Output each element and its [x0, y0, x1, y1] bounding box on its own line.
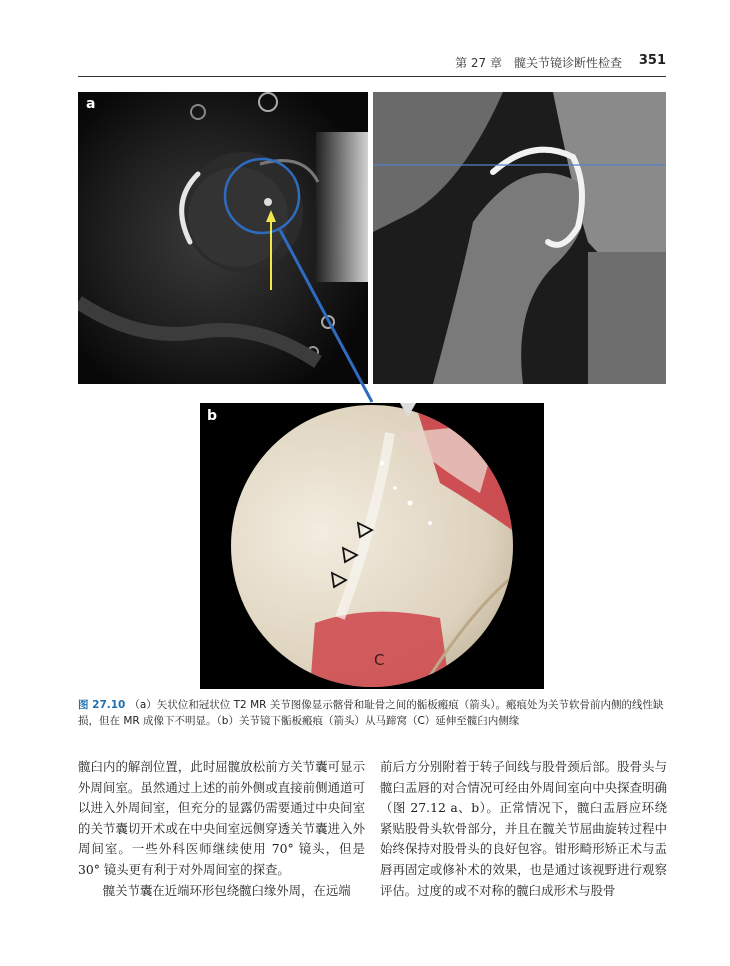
paragraph: 髋臼内的解剖位置，此时屈髋放松前方关节囊可显示外周间室。虽然通过上述的前外侧或直接前侧通道可以进入外周间室，但充分的显露仍需要通过中央间室的关节囊切开术或在中央间室远侧穿透关节囊进入外周间室。一些外科医师继续使用 70° 镜头，但是 30° 镜头更有利于对外周间室的探查。 — [78, 759, 365, 877]
arthroscopic-image — [200, 403, 544, 689]
caption-text: （a）矢状位和冠状位 T2 MR 关节图像显示髂骨和耻骨之间的骺板瘢痕（箭头）。瘢痕处为关节软骨前内侧的线性缺损，但在 MR 成像下不明显。（b）关节镜下骺板瘢痕（箭头）从马蹄窝（C）延伸至髋臼内侧缘 — [78, 699, 664, 727]
panel-a-label: a — [86, 96, 96, 112]
figure-caption — [78, 697, 666, 729]
page-number: 351 — [638, 53, 666, 68]
paragraph: 前后方分别附着于转子间线与股骨颈后部。股骨头与髋臼盂唇的对合情况可经由外周间室向中央探查明确（图 27.12 a、b）。正常情况下，髋臼盂唇应环绕紧贴股骨头软骨部分，并且在髋关节屈曲旋转过程中始终保持对股骨头的良好包容。钳形畸形矫正术与盂唇再固定或修补术的效果，也是通过该视野进行观察评估。过度的或不对称的髋臼成形术与股骨 — [380, 759, 667, 898]
paragraph: 髋关节囊在近端环形包绕髋臼缘外周，在远端 — [102, 882, 351, 898]
chapter-title: 第 27 章 髋关节镜诊断性检查 — [455, 56, 622, 70]
marker-c: C — [374, 651, 385, 669]
panel-b-label: b — [207, 408, 218, 424]
connector-line — [280, 230, 372, 402]
body-column-right — [380, 757, 667, 901]
caption-number: 图 27.10 — [78, 699, 126, 711]
arthroscopic-drawing — [200, 403, 544, 689]
body-column-left — [78, 757, 365, 901]
